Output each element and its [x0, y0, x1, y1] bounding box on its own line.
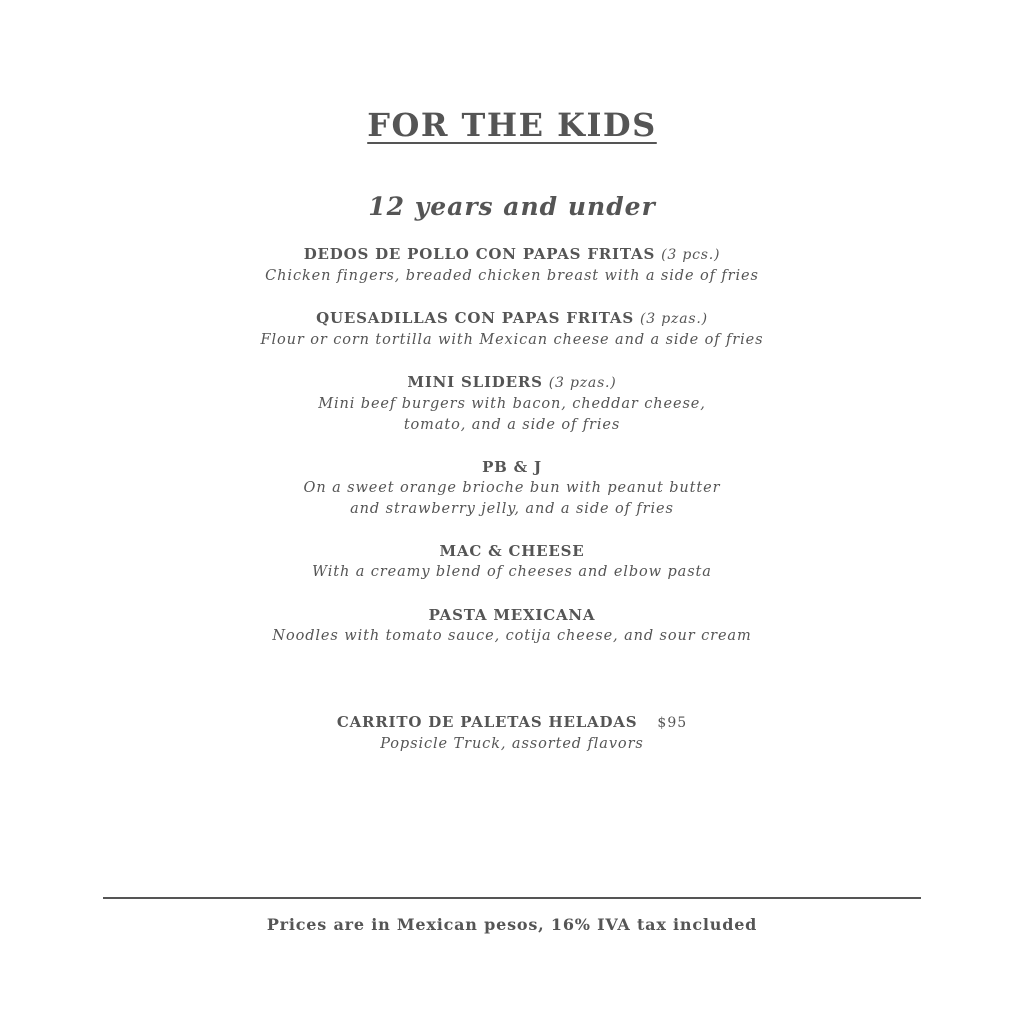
item-name-line	[0, 712, 1024, 734]
menu-item-mac-and-cheese	[0, 541, 1024, 583]
item-quantity: (3 pzas.)	[640, 311, 708, 327]
footer-note: Prices are in Mexican pesos, 16% IVA tax included	[266, 915, 758, 934]
item-name: MAC & CHEESE	[439, 542, 585, 560]
item-name: CARRITO DE PALETAS HELADAS	[336, 713, 638, 731]
item-description: Popsicle Truck, assorted flavors	[380, 736, 644, 752]
age-subtitle: 12 years and under	[368, 192, 656, 221]
item-name: DEDOS DE POLLO CON PAPAS FRITAS	[303, 245, 656, 263]
item-name-line	[0, 308, 1024, 330]
menu-item-popsicle-truck	[0, 712, 1024, 755]
item-description: Noodles with tomato sauce, cotija cheese, and sour cream	[272, 628, 752, 644]
item-name-line	[0, 541, 1024, 562]
item-description: With a creamy blend of cheeses and elbow pasta	[312, 564, 712, 580]
item-name-line	[0, 244, 1024, 266]
item-name: QUESADILLAS CON PAPAS FRITAS	[316, 309, 634, 327]
item-description: Mini beef burgers with bacon, cheddar cheese, tomato, and a side of fries	[318, 396, 706, 433]
item-name: PASTA MEXICANA	[428, 606, 596, 624]
footer-divider	[103, 897, 921, 899]
item-name: PB & J	[482, 458, 542, 476]
menu-item-quesadillas	[0, 308, 1024, 351]
menu-item-dedos-de-pollo	[0, 244, 1024, 287]
item-description: Chicken fingers, breaded chicken breast with a side of fries	[265, 268, 759, 284]
item-price: $95	[657, 715, 688, 731]
item-description: On a sweet orange brioche bun with peanut butter and strawberry jelly, and a side of fries	[303, 480, 721, 517]
menu-item-pb-and-j	[0, 457, 1024, 520]
menu-item-pasta-mexicana	[0, 605, 1024, 647]
item-name-line	[0, 372, 1024, 394]
page-title: FOR THE KIDS	[367, 106, 657, 144]
item-name-line	[0, 457, 1024, 478]
item-description: Flour or corn tortilla with Mexican cheese and a side of fries	[260, 332, 764, 348]
item-quantity: (3 pcs.)	[661, 247, 721, 263]
item-quantity: (3 pzas.)	[548, 375, 617, 391]
item-name-line	[0, 605, 1024, 626]
menu-item-mini-sliders	[0, 372, 1024, 436]
item-name: MINI SLIDERS	[407, 373, 543, 391]
